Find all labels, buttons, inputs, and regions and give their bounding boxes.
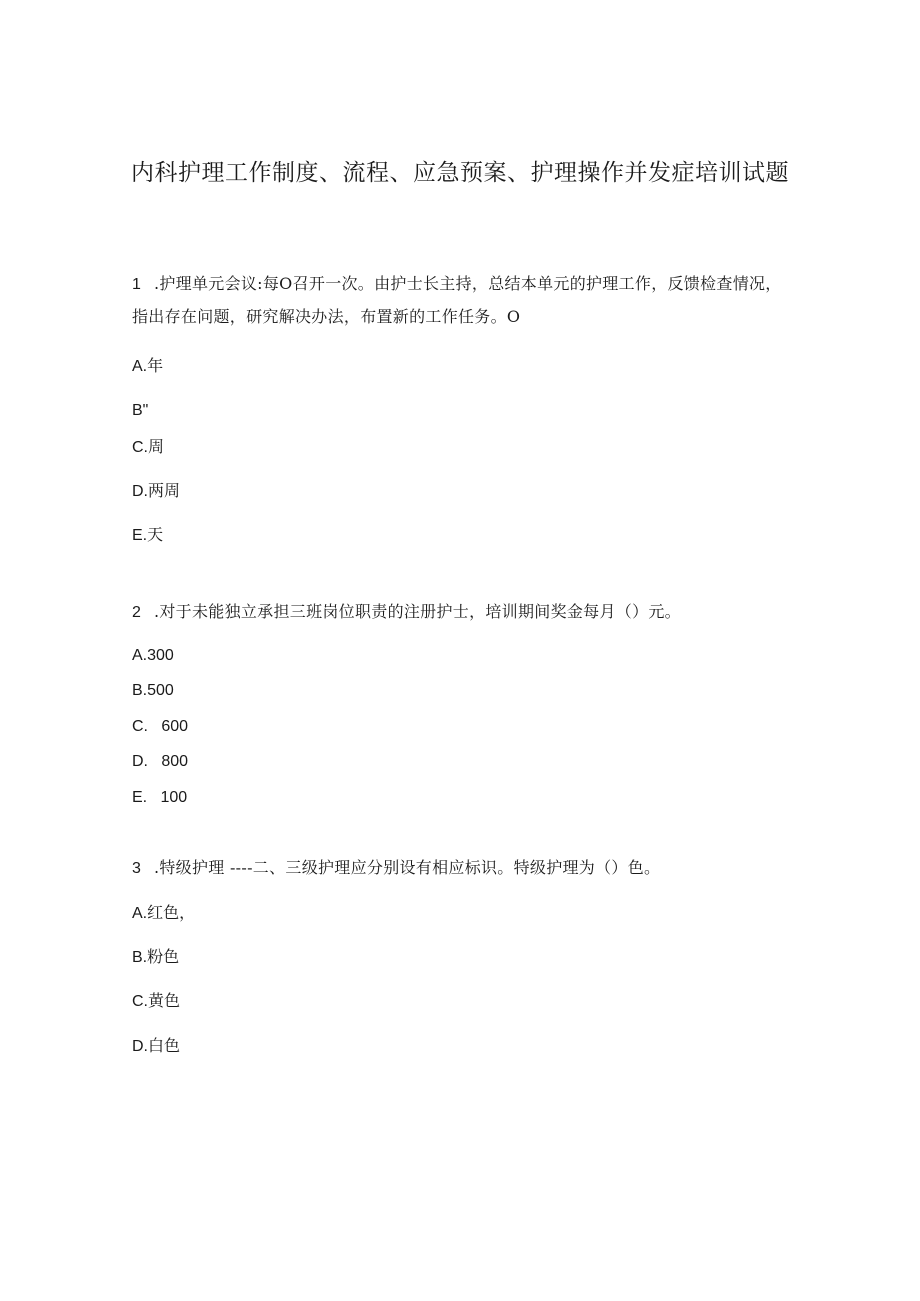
question-number: 3 bbox=[132, 860, 142, 877]
q2-option-a: A.300 bbox=[132, 647, 174, 664]
q1-option-e: E.天 bbox=[132, 525, 164, 544]
question-1-stem bbox=[132, 268, 782, 333]
question-3-stem bbox=[132, 852, 782, 885]
q3-option-a: A.红色， bbox=[132, 903, 196, 922]
question-text: .护理单元会议:每O召开一次。由护士长主持，总结本单元的护理工作，反馈检查情况，指出存在问题，研究解决办法，布置新的工作任务。O bbox=[132, 274, 782, 326]
q2-option-b: B.500 bbox=[132, 682, 174, 699]
question-number: 1 bbox=[132, 276, 142, 293]
q3-option-c: C.黄色 bbox=[132, 991, 181, 1010]
question-number: 2 bbox=[132, 604, 142, 621]
q1-option-b: B" bbox=[132, 402, 149, 419]
q1-option-c: C.周 bbox=[132, 437, 165, 456]
q3-option-b: B.粉色 bbox=[132, 947, 180, 966]
q1-option-a: A.年 bbox=[132, 356, 164, 375]
q3-option-d: D.白色 bbox=[132, 1036, 181, 1055]
q1-option-d: D.两周 bbox=[132, 481, 181, 500]
page-title: 内科护理工作制度、流程、应急预案、护理操作并发症培训试题 bbox=[131, 160, 789, 186]
question-2-stem bbox=[132, 596, 782, 629]
question-text: .对于未能独立承担三班岗位职责的注册护士，培训期间奖金每月（）元。 bbox=[154, 602, 681, 621]
question-text: .特级护理 ----二、三级护理应分别设有相应标识。特级护理为（）色。 bbox=[154, 858, 661, 877]
q2-option-d: D. 800 bbox=[132, 753, 189, 770]
q2-option-c: C. 600 bbox=[132, 718, 189, 735]
q2-option-e: E. 100 bbox=[132, 789, 188, 806]
